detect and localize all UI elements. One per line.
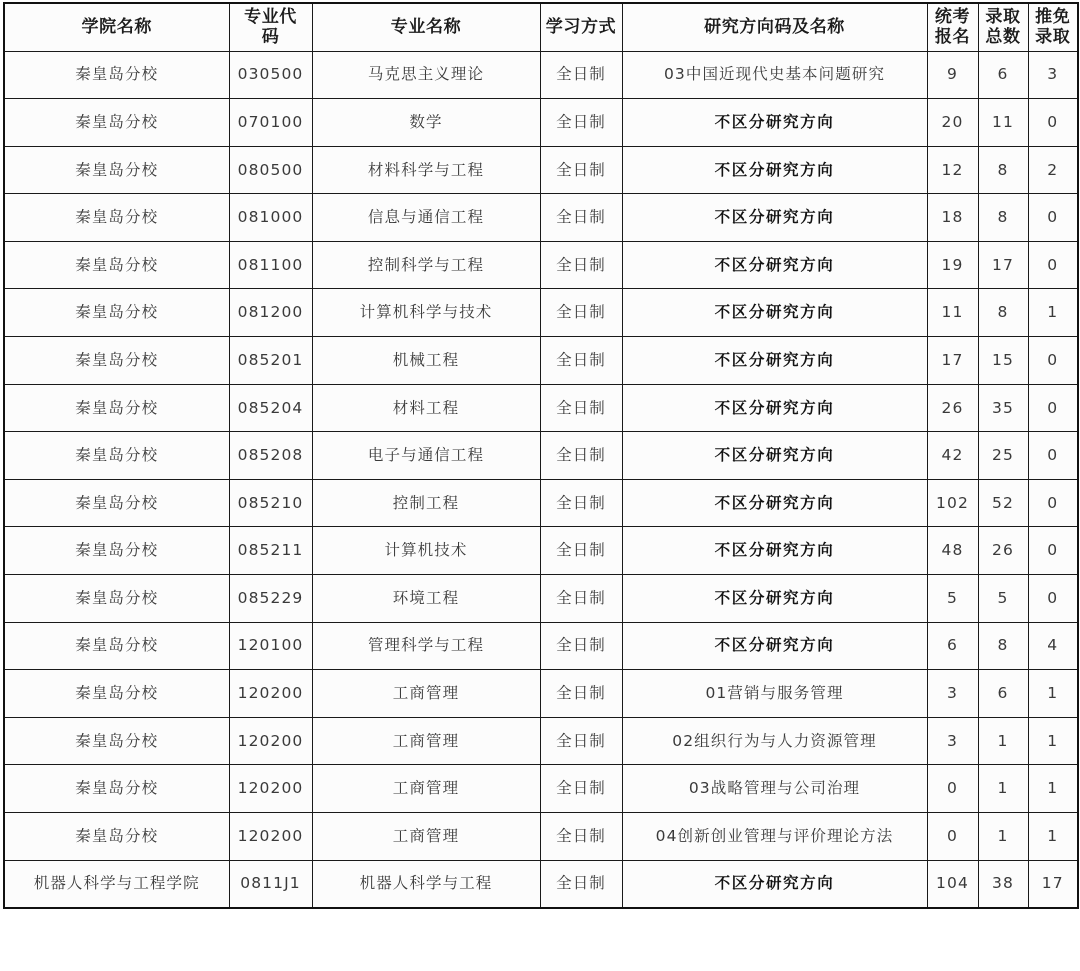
cell-study-mode: 全日制 [540, 146, 622, 194]
column-header-applied-line2: 报名 [934, 27, 971, 48]
cell-applied: 5 [927, 575, 978, 623]
cell-applied: 26 [927, 384, 978, 432]
cell-study-mode: 全日制 [540, 432, 622, 480]
cell-exempt: 0 [1028, 99, 1078, 147]
cell-research-direction: 不区分研究方向 [622, 289, 927, 337]
cell-research-direction: 不区分研究方向 [622, 194, 927, 242]
cell-major-name: 控制工程 [312, 479, 540, 527]
cell-applied: 11 [927, 289, 978, 337]
cell-major-code: 085229 [229, 575, 312, 623]
cell-admitted: 6 [978, 51, 1028, 99]
cell-college: 秦皇岛分校 [4, 337, 229, 385]
cell-research-direction: 不区分研究方向 [622, 146, 927, 194]
cell-applied: 0 [927, 813, 978, 861]
cell-college: 秦皇岛分校 [4, 146, 229, 194]
cell-admitted: 17 [978, 241, 1028, 289]
cell-study-mode: 全日制 [540, 575, 622, 623]
table-row [4, 717, 1078, 765]
cell-college: 秦皇岛分校 [4, 194, 229, 242]
column-header-exempt-line2: 录取 [1035, 27, 1071, 48]
cell-admitted: 11 [978, 99, 1028, 147]
cell-applied: 48 [927, 527, 978, 575]
cell-research-direction: 不区分研究方向 [622, 241, 927, 289]
cell-major-name: 机器人科学与工程 [312, 860, 540, 908]
cell-research-direction: 不区分研究方向 [622, 527, 927, 575]
cell-college: 秦皇岛分校 [4, 717, 229, 765]
cell-college: 秦皇岛分校 [4, 622, 229, 670]
cell-research-direction: 不区分研究方向 [622, 479, 927, 527]
cell-major-code: 120100 [229, 622, 312, 670]
cell-exempt: 0 [1028, 384, 1078, 432]
cell-major-code: 085204 [229, 384, 312, 432]
cell-major-name: 工商管理 [312, 670, 540, 718]
cell-college: 秦皇岛分校 [4, 241, 229, 289]
table-row [4, 622, 1078, 670]
cell-admitted: 6 [978, 670, 1028, 718]
table-row [4, 51, 1078, 99]
cell-study-mode: 全日制 [540, 384, 622, 432]
cell-study-mode: 全日制 [540, 99, 622, 147]
column-header-admitted [978, 3, 1028, 51]
cell-research-direction: 03中国近现代史基本问题研究 [622, 51, 927, 99]
cell-research-direction: 不区分研究方向 [622, 432, 927, 480]
cell-applied: 20 [927, 99, 978, 147]
cell-major-name: 工商管理 [312, 765, 540, 813]
cell-study-mode: 全日制 [540, 337, 622, 385]
cell-applied: 18 [927, 194, 978, 242]
cell-exempt: 0 [1028, 575, 1078, 623]
cell-study-mode: 全日制 [540, 717, 622, 765]
cell-research-direction: 01营销与服务管理 [622, 670, 927, 718]
cell-exempt: 17 [1028, 860, 1078, 908]
cell-college: 秦皇岛分校 [4, 813, 229, 861]
cell-admitted: 1 [978, 765, 1028, 813]
table-row [4, 527, 1078, 575]
table-row [4, 575, 1078, 623]
column-header-research-direction: 研究方向码及名称 [622, 3, 927, 51]
cell-admitted: 8 [978, 146, 1028, 194]
column-header-exempt-line1: 推免 [1035, 6, 1071, 27]
cell-major-code: 081000 [229, 194, 312, 242]
cell-major-code: 085208 [229, 432, 312, 480]
cell-applied: 9 [927, 51, 978, 99]
cell-major-name: 计算机科学与技术 [312, 289, 540, 337]
cell-exempt: 3 [1028, 51, 1078, 99]
cell-study-mode: 全日制 [540, 813, 622, 861]
cell-college: 秦皇岛分校 [4, 289, 229, 337]
table-header-row [4, 3, 1078, 51]
cell-study-mode: 全日制 [540, 765, 622, 813]
cell-research-direction: 04创新创业管理与评价理论方法 [622, 813, 927, 861]
cell-study-mode: 全日制 [540, 51, 622, 99]
cell-research-direction: 不区分研究方向 [622, 337, 927, 385]
table-row [4, 289, 1078, 337]
admissions-table [3, 2, 1079, 909]
cell-admitted: 52 [978, 479, 1028, 527]
cell-admitted: 35 [978, 384, 1028, 432]
cell-research-direction: 不区分研究方向 [622, 622, 927, 670]
column-header-admitted-line1: 录取 [985, 6, 1021, 27]
cell-college: 秦皇岛分校 [4, 99, 229, 147]
cell-applied: 0 [927, 765, 978, 813]
cell-admitted: 25 [978, 432, 1028, 480]
table-body [4, 51, 1078, 908]
column-header-college: 学院名称 [4, 3, 229, 51]
cell-exempt: 1 [1028, 670, 1078, 718]
cell-major-name: 信息与通信工程 [312, 194, 540, 242]
cell-major-name: 计算机技术 [312, 527, 540, 575]
table-row [4, 432, 1078, 480]
cell-exempt: 1 [1028, 717, 1078, 765]
table-row [4, 479, 1078, 527]
cell-study-mode: 全日制 [540, 194, 622, 242]
table-row [4, 384, 1078, 432]
cell-applied: 3 [927, 717, 978, 765]
table-row [4, 146, 1078, 194]
cell-major-code: 070100 [229, 99, 312, 147]
cell-major-code: 030500 [229, 51, 312, 99]
cell-major-code: 0811J1 [229, 860, 312, 908]
cell-applied: 6 [927, 622, 978, 670]
cell-study-mode: 全日制 [540, 622, 622, 670]
cell-major-code: 085201 [229, 337, 312, 385]
cell-admitted: 1 [978, 717, 1028, 765]
cell-research-direction: 不区分研究方向 [622, 860, 927, 908]
cell-major-name: 电子与通信工程 [312, 432, 540, 480]
cell-major-name: 管理科学与工程 [312, 622, 540, 670]
cell-applied: 17 [927, 337, 978, 385]
cell-exempt: 0 [1028, 241, 1078, 289]
cell-study-mode: 全日制 [540, 860, 622, 908]
cell-study-mode: 全日制 [540, 289, 622, 337]
column-header-study-mode: 学习方式 [540, 3, 622, 51]
cell-applied: 3 [927, 670, 978, 718]
cell-major-code: 120200 [229, 765, 312, 813]
cell-research-direction: 不区分研究方向 [622, 575, 927, 623]
cell-admitted: 8 [978, 289, 1028, 337]
cell-major-name: 控制科学与工程 [312, 241, 540, 289]
cell-college: 秦皇岛分校 [4, 432, 229, 480]
cell-exempt: 1 [1028, 813, 1078, 861]
column-header-major-code-line2: 码 [261, 27, 280, 48]
admissions-table-container [3, 2, 1077, 909]
table-row [4, 670, 1078, 718]
cell-research-direction: 02组织行为与人力资源管理 [622, 717, 927, 765]
cell-admitted: 8 [978, 194, 1028, 242]
table-header [4, 3, 1078, 51]
cell-admitted: 1 [978, 813, 1028, 861]
cell-college: 秦皇岛分校 [4, 575, 229, 623]
cell-exempt: 0 [1028, 337, 1078, 385]
cell-college: 秦皇岛分校 [4, 384, 229, 432]
cell-admitted: 5 [978, 575, 1028, 623]
cell-major-name: 机械工程 [312, 337, 540, 385]
table-row [4, 765, 1078, 813]
table-row [4, 99, 1078, 147]
cell-exempt: 0 [1028, 194, 1078, 242]
cell-exempt: 0 [1028, 527, 1078, 575]
cell-major-name: 工商管理 [312, 717, 540, 765]
cell-major-code: 081200 [229, 289, 312, 337]
cell-college: 秦皇岛分校 [4, 479, 229, 527]
cell-applied: 102 [927, 479, 978, 527]
cell-study-mode: 全日制 [540, 479, 622, 527]
cell-applied: 19 [927, 241, 978, 289]
cell-college: 秦皇岛分校 [4, 51, 229, 99]
cell-major-code: 120200 [229, 670, 312, 718]
cell-admitted: 26 [978, 527, 1028, 575]
cell-exempt: 1 [1028, 765, 1078, 813]
cell-major-code: 120200 [229, 813, 312, 861]
cell-exempt: 1 [1028, 289, 1078, 337]
cell-major-code: 120200 [229, 717, 312, 765]
cell-major-name: 材料科学与工程 [312, 146, 540, 194]
table-row [4, 813, 1078, 861]
cell-research-direction: 03战略管理与公司治理 [622, 765, 927, 813]
cell-major-code: 081100 [229, 241, 312, 289]
cell-exempt: 0 [1028, 479, 1078, 527]
cell-applied: 12 [927, 146, 978, 194]
cell-college: 机器人科学与工程学院 [4, 860, 229, 908]
column-header-major-code-line1: 专业代 [244, 6, 297, 27]
cell-study-mode: 全日制 [540, 527, 622, 575]
table-row [4, 194, 1078, 242]
cell-major-name: 工商管理 [312, 813, 540, 861]
cell-admitted: 8 [978, 622, 1028, 670]
column-header-applied-line1: 统考 [934, 6, 971, 27]
cell-college: 秦皇岛分校 [4, 765, 229, 813]
cell-major-name: 马克思主义理论 [312, 51, 540, 99]
cell-college: 秦皇岛分校 [4, 670, 229, 718]
cell-applied: 104 [927, 860, 978, 908]
cell-research-direction: 不区分研究方向 [622, 384, 927, 432]
cell-study-mode: 全日制 [540, 241, 622, 289]
column-header-major-name: 专业名称 [312, 3, 540, 51]
cell-exempt: 4 [1028, 622, 1078, 670]
cell-applied: 42 [927, 432, 978, 480]
cell-exempt: 0 [1028, 432, 1078, 480]
column-header-applied [927, 3, 978, 51]
cell-study-mode: 全日制 [540, 670, 622, 718]
cell-admitted: 38 [978, 860, 1028, 908]
cell-exempt: 2 [1028, 146, 1078, 194]
cell-admitted: 15 [978, 337, 1028, 385]
column-header-major-code [229, 3, 312, 51]
cell-major-code: 085211 [229, 527, 312, 575]
column-header-exempt [1028, 3, 1078, 51]
cell-major-code: 085210 [229, 479, 312, 527]
cell-major-name: 材料工程 [312, 384, 540, 432]
table-row [4, 241, 1078, 289]
table-row [4, 860, 1078, 908]
cell-college: 秦皇岛分校 [4, 527, 229, 575]
table-row [4, 337, 1078, 385]
cell-major-code: 080500 [229, 146, 312, 194]
cell-major-name: 环境工程 [312, 575, 540, 623]
cell-major-name: 数学 [312, 99, 540, 147]
cell-research-direction: 不区分研究方向 [622, 99, 927, 147]
column-header-admitted-line2: 总数 [985, 27, 1021, 48]
